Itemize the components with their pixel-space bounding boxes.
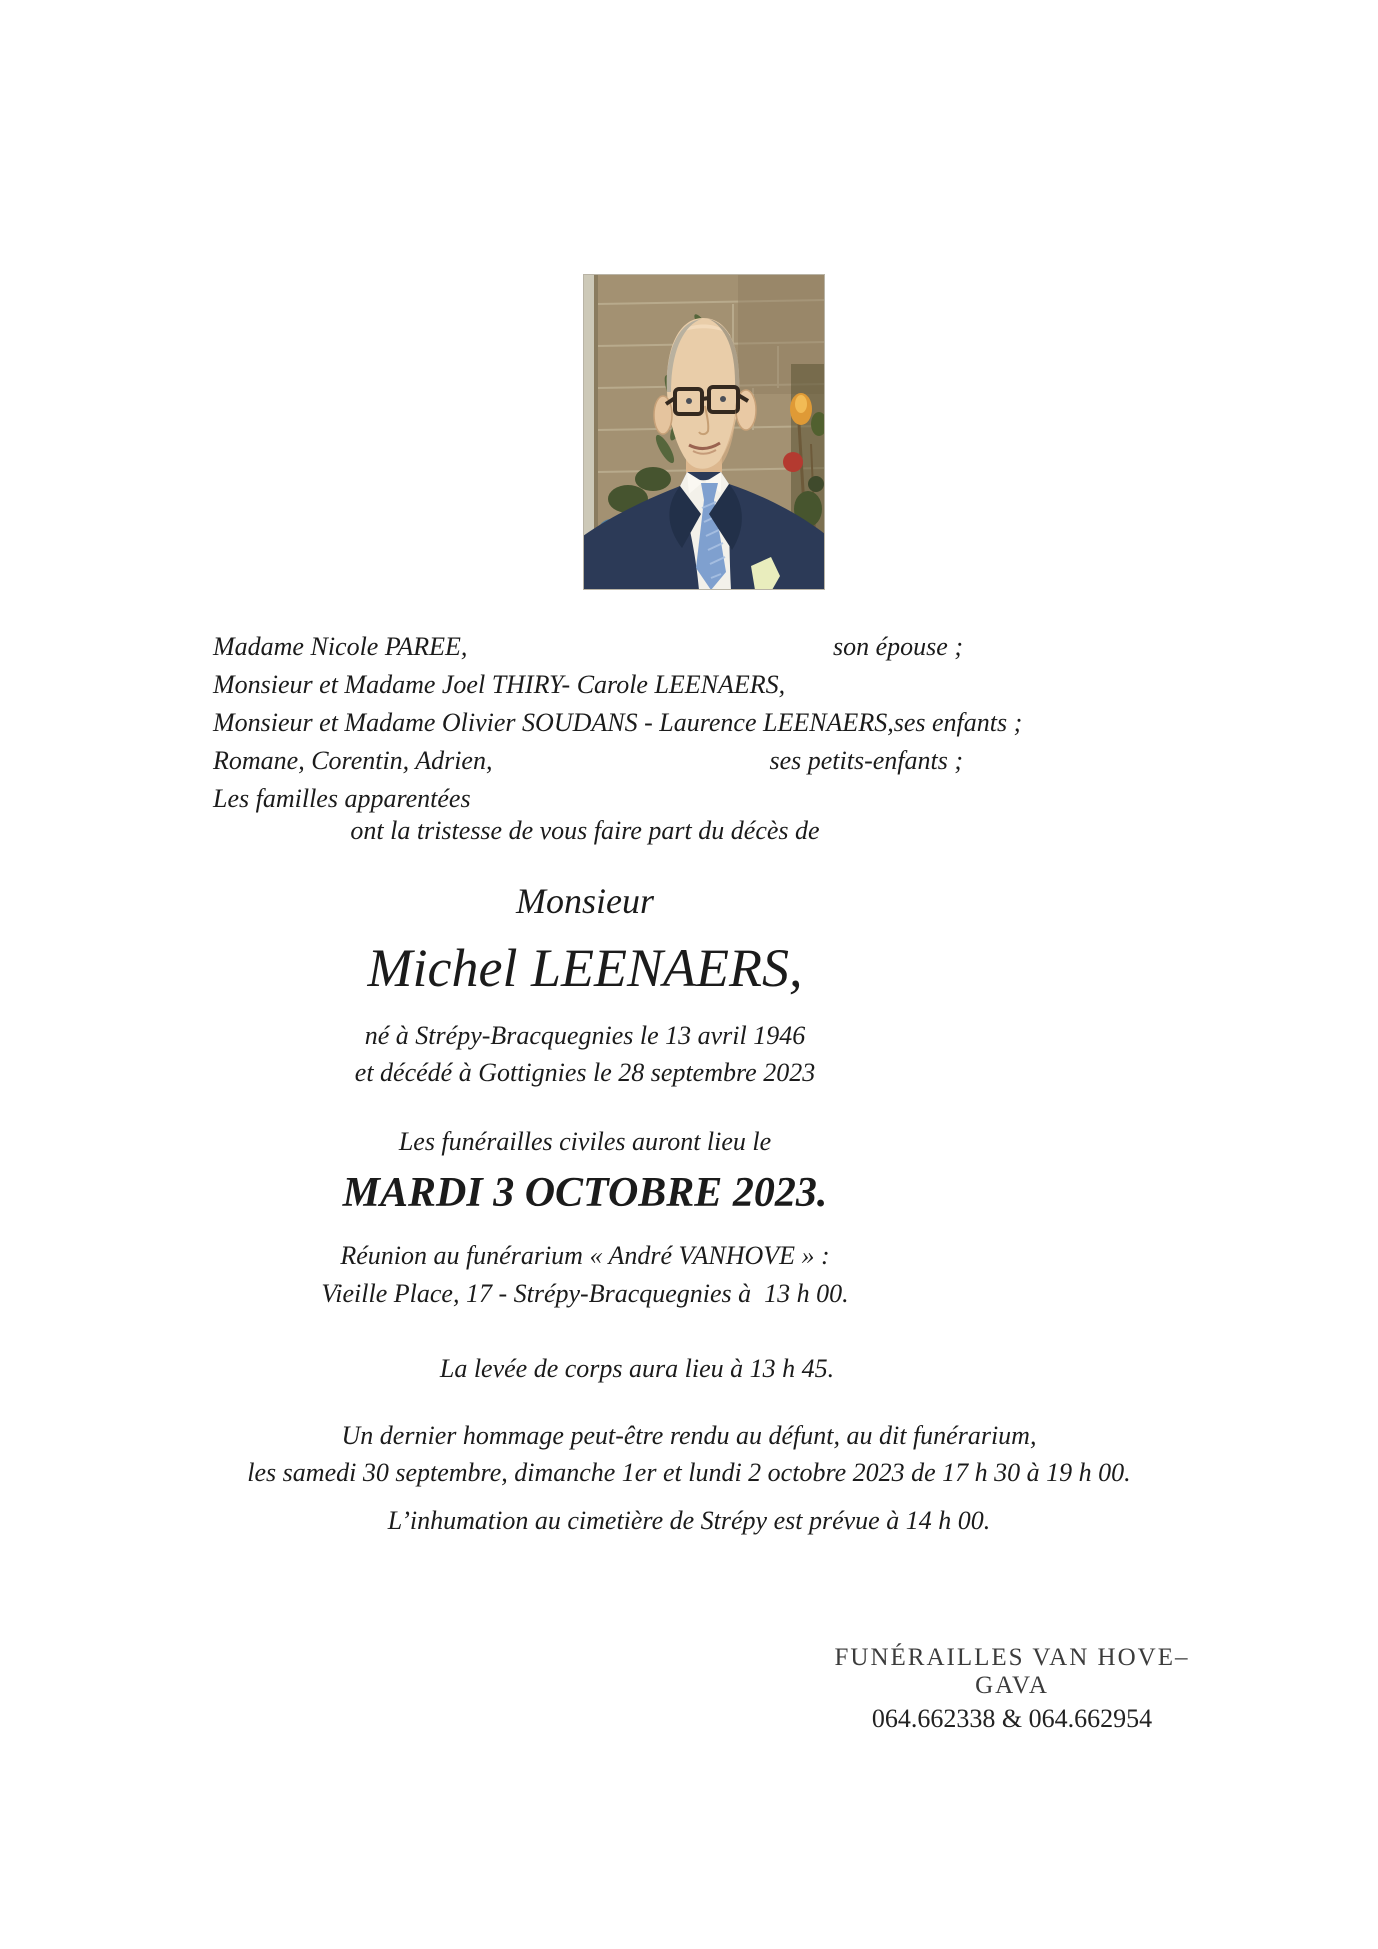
levee-line: La levée de corps aura lieu à 13 h 45. — [439, 1354, 835, 1383]
homage-line-1: Un dernier hommage peut-être rendu au défunt, au dit funérarium, — [341, 1421, 1037, 1450]
family-name: Madame Nicole PAREE, — [213, 632, 468, 661]
relation-label: ses enfants ; — [893, 708, 1023, 737]
address-line: Vieille Place, 17 - Strépy-Bracquegnies à 13 h 00. — [321, 1279, 849, 1308]
deceased-name: Michel LEENAERS, — [367, 938, 803, 998]
ceremony-intro: Les funérailles civiles auront lieu le — [398, 1127, 772, 1156]
family-block — [213, 632, 1023, 822]
family-line — [213, 746, 963, 784]
relation-label: ses petits-enfants ; — [769, 746, 963, 775]
announcement-intro: ont la tristesse de vous faire part du décès de — [350, 816, 820, 845]
family-name: Les familles apparentées — [213, 784, 471, 813]
death-line: et décédé à Gottignies le 28 septembre 2023 — [354, 1058, 816, 1087]
funeral-home-name: FUNÉRAILLES VAN HOVE–GAVA — [834, 1644, 1190, 1699]
funeral-home-footer — [812, 1644, 1212, 1734]
inhumation-line: L’inhumation au cimetière de Strépy est prévue à 14 h 00. — [387, 1506, 991, 1535]
birth-line: né à Strépy-Bracquegnies le 13 avril 1946 — [364, 1021, 806, 1050]
meeting-line: Réunion au funérarium « André VANHOVE » : — [340, 1241, 830, 1270]
family-name: Monsieur et Madame Olivier SOUDANS - Laurence LEENAERS, — [213, 708, 894, 737]
deceased-title: Monsieur — [516, 881, 654, 921]
funeral-date: MARDI 3 OCTOBRE 2023. — [342, 1170, 828, 1216]
family-name: Romane, Corentin, Adrien, — [213, 746, 493, 775]
memorial-photo — [583, 274, 825, 590]
memorial-photo-illustration — [583, 274, 825, 590]
family-line — [213, 670, 963, 708]
family-name: Monsieur et Madame Joel THIRY- Carole LEENAERS, — [213, 670, 786, 699]
homage-line-2: les samedi 30 septembre, dimanche 1er et lundi 2 octobre 2023 de 17 h 30 à 19 h 00. — [247, 1458, 1131, 1487]
family-line — [213, 632, 963, 670]
relation-label: son épouse ; — [833, 632, 963, 661]
funeral-home-phones: 064.662338 & 064.662954 — [871, 1704, 1153, 1733]
family-line — [213, 708, 1023, 746]
